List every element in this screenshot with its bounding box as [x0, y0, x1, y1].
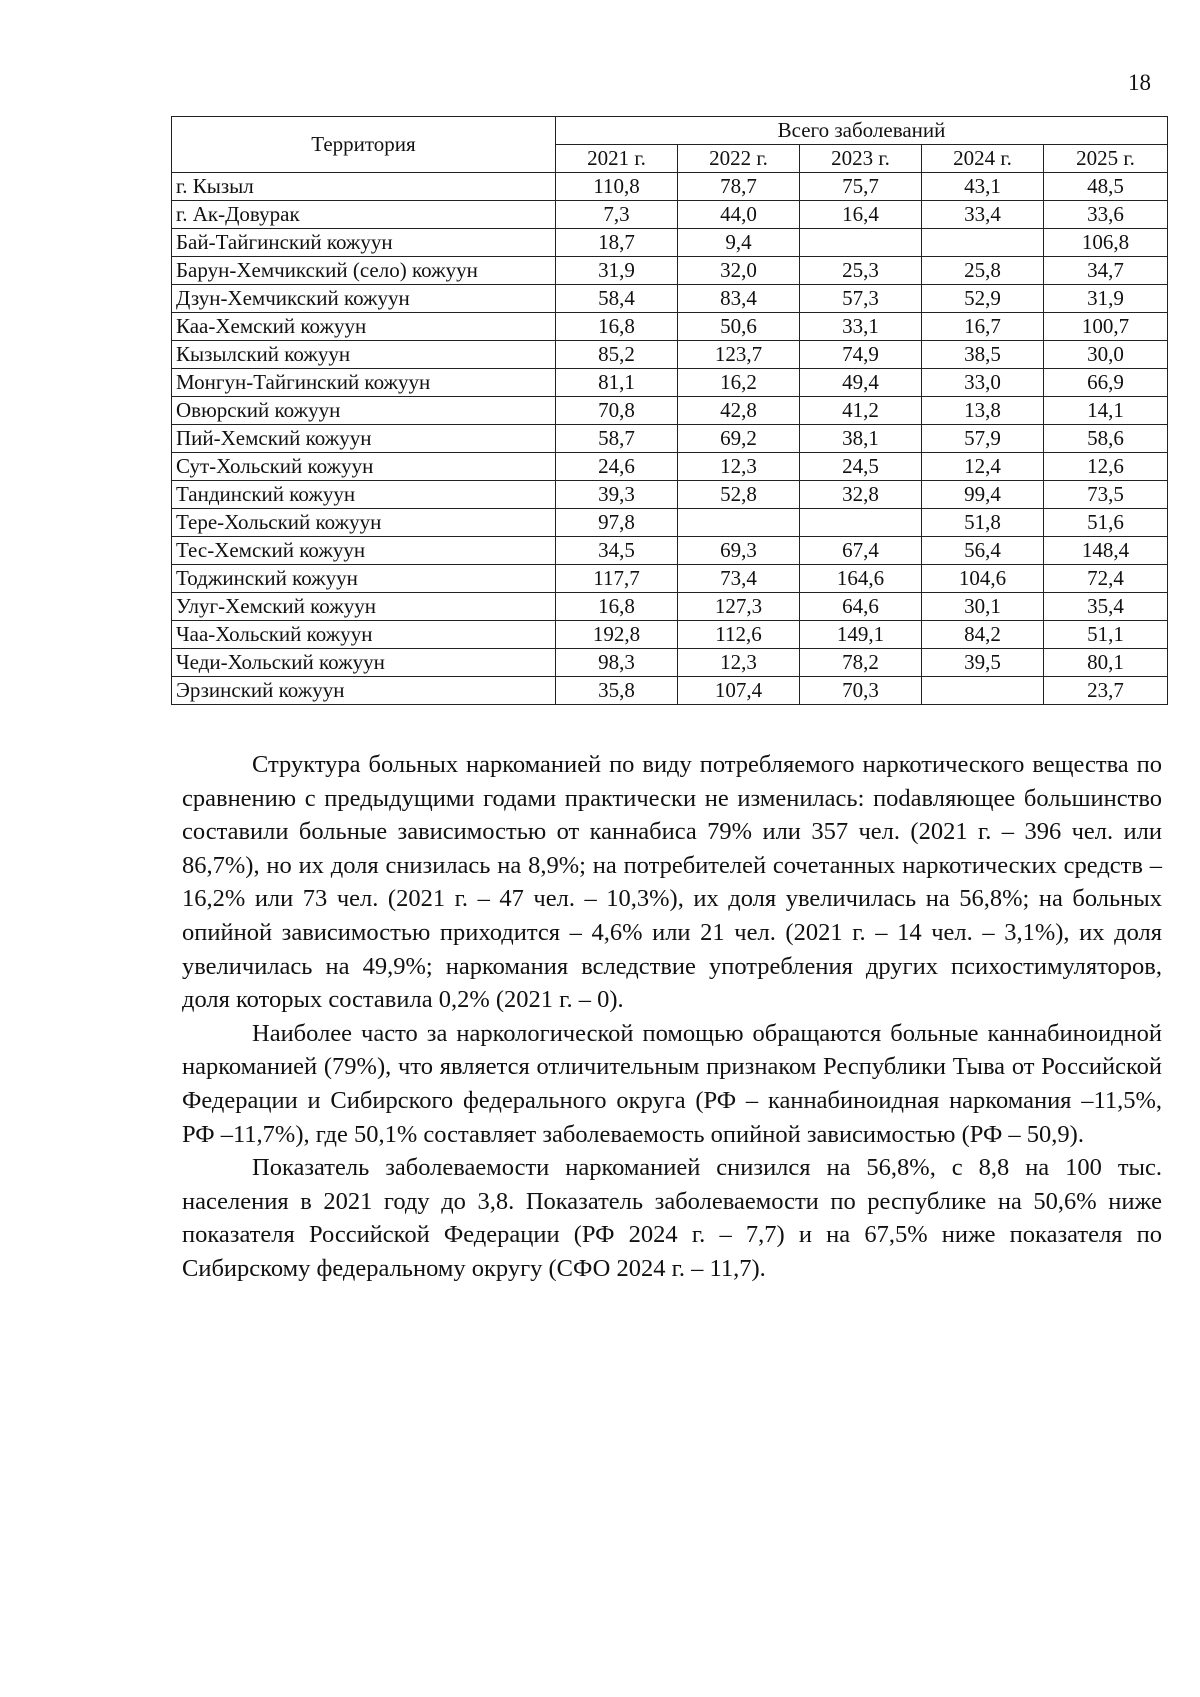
table-row — [172, 285, 1168, 313]
value-cell: 31,9 — [1044, 285, 1168, 313]
value-cell: 66,9 — [1044, 369, 1168, 397]
territory-header: Территория — [172, 117, 556, 173]
table-row — [172, 425, 1168, 453]
value-cell: 78,2 — [800, 649, 922, 677]
value-cell: 41,2 — [800, 397, 922, 425]
territory-cell: Монгун-Тайгинский кожуун — [172, 369, 556, 397]
value-cell: 38,5 — [922, 341, 1044, 369]
value-cell — [922, 677, 1044, 705]
value-cell: 35,8 — [556, 677, 678, 705]
value-cell: 80,1 — [1044, 649, 1168, 677]
table-row — [172, 537, 1168, 565]
table-row — [172, 369, 1168, 397]
value-cell: 25,8 — [922, 257, 1044, 285]
value-cell — [800, 509, 922, 537]
table-row — [172, 593, 1168, 621]
morbidity-table — [171, 116, 1168, 705]
year-header: 2023 г. — [800, 145, 922, 173]
table-row — [172, 397, 1168, 425]
value-cell: 33,4 — [922, 201, 1044, 229]
value-cell: 192,8 — [556, 621, 678, 649]
value-cell: 52,9 — [922, 285, 1044, 313]
value-cell: 24,5 — [800, 453, 922, 481]
table-row — [172, 257, 1168, 285]
table-row — [172, 621, 1168, 649]
value-cell: 34,5 — [556, 537, 678, 565]
value-cell: 34,7 — [1044, 257, 1168, 285]
year-header: 2025 г. — [1044, 145, 1168, 173]
value-cell: 12,4 — [922, 453, 1044, 481]
value-cell: 98,3 — [556, 649, 678, 677]
value-cell: 107,4 — [678, 677, 800, 705]
value-cell: 7,3 — [556, 201, 678, 229]
territory-cell: Тоджинский кожуун — [172, 565, 556, 593]
territory-cell: Бай-Тайгинский кожуун — [172, 229, 556, 257]
value-cell: 148,4 — [1044, 537, 1168, 565]
table-row — [172, 229, 1168, 257]
value-cell: 75,7 — [800, 173, 922, 201]
value-cell: 48,5 — [1044, 173, 1168, 201]
value-cell: 70,8 — [556, 397, 678, 425]
value-cell: 38,1 — [800, 425, 922, 453]
territory-cell: Улуг-Хемский кожуун — [172, 593, 556, 621]
value-cell: 30,0 — [1044, 341, 1168, 369]
value-cell: 39,5 — [922, 649, 1044, 677]
territory-cell: Овюрский кожуун — [172, 397, 556, 425]
table-row — [172, 201, 1168, 229]
territory-cell: Тес-Хемский кожуун — [172, 537, 556, 565]
value-cell: 164,6 — [800, 565, 922, 593]
territory-cell: г. Кызыл — [172, 173, 556, 201]
territory-cell: Каа-Хемский кожуун — [172, 313, 556, 341]
value-cell: 49,4 — [800, 369, 922, 397]
value-cell: 43,1 — [922, 173, 1044, 201]
year-header: 2022 г. — [678, 145, 800, 173]
value-cell: 127,3 — [678, 593, 800, 621]
value-cell: 52,8 — [678, 481, 800, 509]
value-cell: 16,8 — [556, 313, 678, 341]
value-cell: 33,0 — [922, 369, 1044, 397]
value-cell: 25,3 — [800, 257, 922, 285]
value-cell — [678, 509, 800, 537]
table-row — [172, 509, 1168, 537]
value-cell: 33,1 — [800, 313, 922, 341]
value-cell: 33,6 — [1044, 201, 1168, 229]
value-cell: 51,6 — [1044, 509, 1168, 537]
territory-cell: Чаа-Хольский кожуун — [172, 621, 556, 649]
value-cell: 13,8 — [922, 397, 1044, 425]
value-cell: 64,6 — [800, 593, 922, 621]
value-cell: 67,4 — [800, 537, 922, 565]
value-cell: 74,9 — [800, 341, 922, 369]
value-cell: 104,6 — [922, 565, 1044, 593]
value-cell: 42,8 — [678, 397, 800, 425]
territory-cell: Тандинский кожуун — [172, 481, 556, 509]
value-cell: 73,4 — [678, 565, 800, 593]
value-cell: 16,8 — [556, 593, 678, 621]
value-cell: 149,1 — [800, 621, 922, 649]
page-number: 18 — [1128, 70, 1151, 95]
table-body — [172, 173, 1168, 705]
territory-cell: Эрзинский кожуун — [172, 677, 556, 705]
table-row — [172, 341, 1168, 369]
value-cell: 12,3 — [678, 649, 800, 677]
value-cell: 16,4 — [800, 201, 922, 229]
value-cell: 81,1 — [556, 369, 678, 397]
value-cell: 16,2 — [678, 369, 800, 397]
value-cell: 97,8 — [556, 509, 678, 537]
paragraph: Наиболее часто за наркологической помощью обращаются больные каннабиноидной наркоманией (79%), что является отличительным признаком Республики Тыва от Российской Федерации и Сибирского федерального округа (РФ – каннабиноидная наркомания –11,5%, РФ –11,7%), где 50,1% составляет заболеваемость опийной зависимостью (РФ – 50,9). — [182, 1019, 1162, 1148]
value-cell: 44,0 — [678, 201, 800, 229]
table-row — [172, 481, 1168, 509]
value-cell: 112,6 — [678, 621, 800, 649]
value-cell: 30,1 — [922, 593, 1044, 621]
value-cell: 16,7 — [922, 313, 1044, 341]
value-cell: 70,3 — [800, 677, 922, 705]
year-header: 2024 г. — [922, 145, 1044, 173]
value-cell: 117,7 — [556, 565, 678, 593]
value-cell: 58,4 — [556, 285, 678, 313]
value-cell: 18,7 — [556, 229, 678, 257]
territory-cell: Сут-Хольский кожуун — [172, 453, 556, 481]
value-cell: 57,3 — [800, 285, 922, 313]
value-cell: 32,0 — [678, 257, 800, 285]
territory-cell: г. Ак-Довурак — [172, 201, 556, 229]
total-diseases-header: Всего заболеваний — [556, 117, 1168, 145]
value-cell: 14,1 — [1044, 397, 1168, 425]
table-row — [172, 173, 1168, 201]
value-cell: 83,4 — [678, 285, 800, 313]
value-cell: 12,6 — [1044, 453, 1168, 481]
value-cell: 84,2 — [922, 621, 1044, 649]
table-header-row — [172, 117, 1168, 145]
value-cell: 50,6 — [678, 313, 800, 341]
value-cell: 110,8 — [556, 173, 678, 201]
territory-cell: Пий-Хемский кожуун — [172, 425, 556, 453]
table-row — [172, 677, 1168, 705]
paragraph: Структура больных наркоманией по виду потребляемого наркотического вещества по сравнению с предыдущими годами практически не изменилась: поdавляющее большинство составили больные зависимостью от каннабиса 79% или 357 чел. (2021 г. – 396 чел. или 86,7%), но их доля снизилась на 8,9%; на потребителей сочетанных наркотических средств – 16,2% или 73 чел. (2021 г. – 47 чел. – 10,3%), их доля увеличилась на 56,8%; на больных опийной зависимостью приходится – 4,6% или 21 чел. (2021 г. – 14 чел. – 3,1%), их доля увеличилась на 49,9%; наркомания вследствие употребления других психостимуляторов, доля которых составила 0,2% (2021 г. – 0). — [182, 751, 1162, 1014]
value-cell: 56,4 — [922, 537, 1044, 565]
value-cell: 69,3 — [678, 537, 800, 565]
value-cell: 58,7 — [556, 425, 678, 453]
table-row — [172, 649, 1168, 677]
paragraph: Показатель заболеваемости наркоманией снизился на 56,8%, с 8,8 на 100 тыс. населения в 2021 году до 3,8. Показатель заболеваемости по республике на 50,6% ниже показателя Российской Федерации (РФ 2024 г. – 7,7) и на 67,5% ниже показателя по Сибирскому федеральному округу (СФО 2024 г. – 11,7). — [182, 1154, 1162, 1282]
value-cell: 35,4 — [1044, 593, 1168, 621]
value-cell: 51,8 — [922, 509, 1044, 537]
year-header: 2021 г. — [556, 145, 678, 173]
value-cell — [922, 229, 1044, 257]
territory-cell: Дзун-Хемчикский кожуун — [172, 285, 556, 313]
value-cell: 9,4 — [678, 229, 800, 257]
value-cell: 72,4 — [1044, 565, 1168, 593]
value-cell: 100,7 — [1044, 313, 1168, 341]
territory-cell: Барун-Хемчикский (село) кожуун — [172, 257, 556, 285]
value-cell: 57,9 — [922, 425, 1044, 453]
table-row — [172, 565, 1168, 593]
value-cell: 23,7 — [1044, 677, 1168, 705]
value-cell: 39,3 — [556, 481, 678, 509]
body-text — [182, 748, 1162, 1286]
territory-cell: Тере-Хольский кожуун — [172, 509, 556, 537]
table-row — [172, 313, 1168, 341]
territory-cell: Чеди-Хольский кожуун — [172, 649, 556, 677]
value-cell: 51,1 — [1044, 621, 1168, 649]
table-row — [172, 453, 1168, 481]
value-cell: 12,3 — [678, 453, 800, 481]
value-cell: 58,6 — [1044, 425, 1168, 453]
value-cell: 106,8 — [1044, 229, 1168, 257]
value-cell: 24,6 — [556, 453, 678, 481]
value-cell: 85,2 — [556, 341, 678, 369]
value-cell: 78,7 — [678, 173, 800, 201]
value-cell: 69,2 — [678, 425, 800, 453]
value-cell: 73,5 — [1044, 481, 1168, 509]
value-cell: 31,9 — [556, 257, 678, 285]
value-cell: 123,7 — [678, 341, 800, 369]
territory-cell: Кызылский кожуун — [172, 341, 556, 369]
value-cell: 99,4 — [922, 481, 1044, 509]
value-cell: 32,8 — [800, 481, 922, 509]
value-cell — [800, 229, 922, 257]
